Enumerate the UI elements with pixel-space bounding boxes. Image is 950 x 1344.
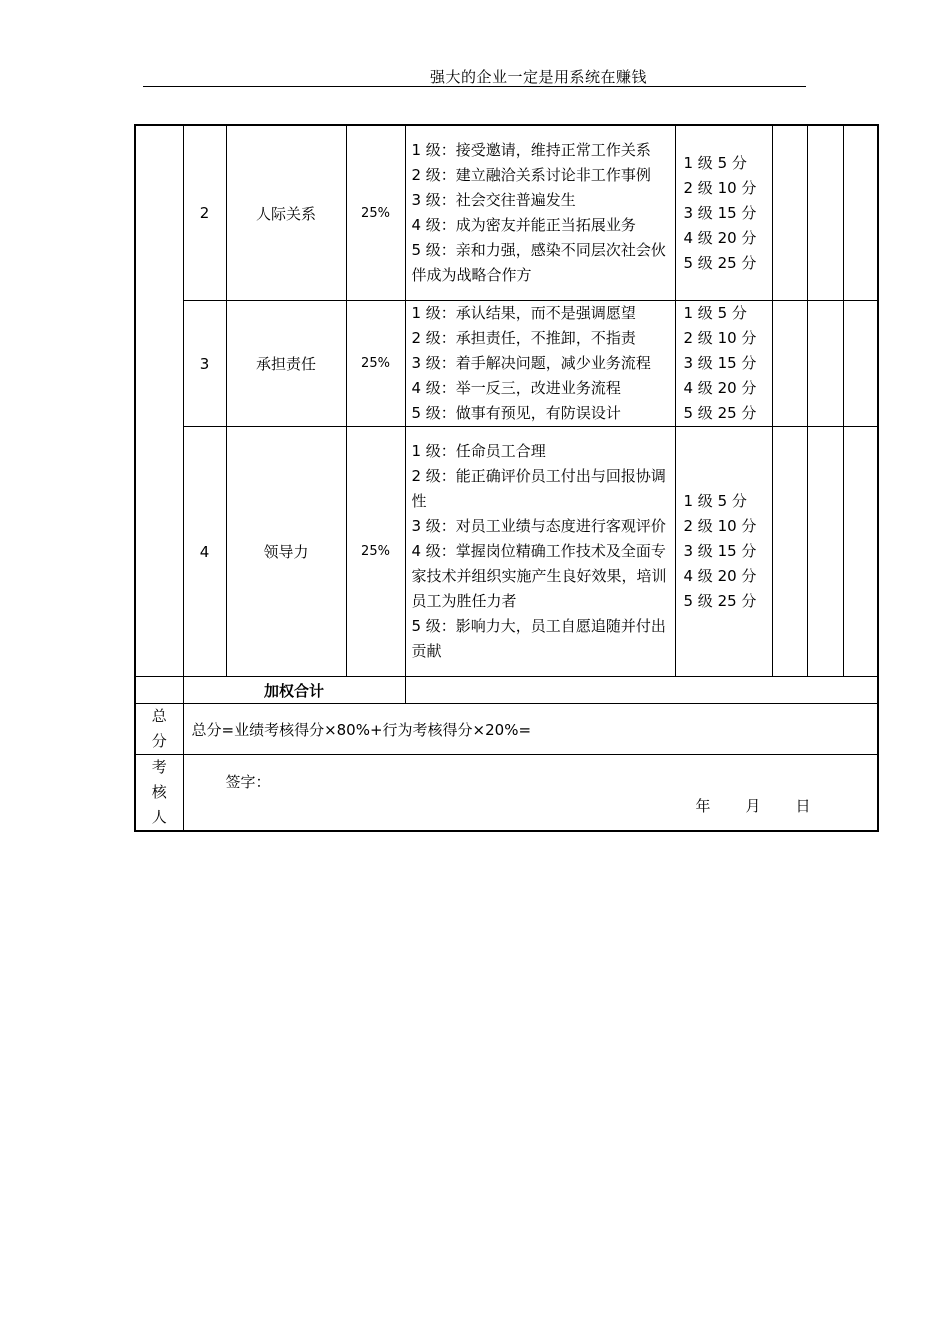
weighted-total-value[interactable]	[405, 677, 878, 704]
reviewer-row	[135, 755, 878, 832]
level-description: 4 级：举一反三，改进业务流程	[411, 379, 621, 397]
level-description: 1 级：任命员工合理	[411, 442, 546, 460]
level-score: 2 级 10 分	[683, 178, 757, 197]
row-number: 2	[183, 125, 226, 301]
level-score: 3 级 15 分	[683, 542, 757, 560]
level-description: 5 级：亲和力强，感染不同层次社会伙伴成为战略合作方	[411, 241, 666, 284]
level-description: 2 级：建立融洽关系讨论非工作事例	[411, 166, 651, 184]
level-description: 4 级：掌握岗位精确工作技术及全面专家技术并组织实施产生良好效果，培训员工为胜任力者	[411, 542, 667, 610]
final-score-cell[interactable]	[843, 301, 878, 427]
total-label-char: 分	[151, 732, 167, 750]
manager-score-cell[interactable]	[807, 301, 843, 427]
table-row	[135, 427, 878, 677]
manager-score-cell[interactable]	[807, 125, 843, 301]
total-formula: 总分=业绩考核得分×80%+行为考核得分×20%=	[183, 704, 878, 755]
level-descriptions	[405, 301, 675, 427]
reviewer-label-char: 核	[151, 783, 167, 801]
header-divider	[143, 86, 806, 87]
reviewer-label-char: 人	[151, 808, 167, 826]
category-cell	[135, 125, 183, 677]
manager-score-cell[interactable]	[807, 427, 843, 677]
level-description: 3 级：着手解决问题，减少业务流程	[411, 354, 651, 372]
table-row	[135, 125, 878, 301]
page-header-title: 强大的企业一定是用系统在赚钱	[430, 68, 648, 86]
date-day-label: 日	[795, 797, 811, 815]
total-score-row	[135, 704, 878, 755]
level-score: 3 级 15 分	[683, 354, 757, 372]
level-score: 5 级 25 分	[683, 253, 757, 272]
level-description: 2 级：承担责任，不推卸，不指责	[411, 329, 636, 347]
signature-label: 签字：	[225, 773, 271, 791]
level-score: 4 级 20 分	[683, 228, 757, 247]
level-descriptions	[405, 427, 675, 677]
level-score: 4 级 20 分	[683, 567, 757, 585]
item-name: 领导力	[226, 427, 346, 677]
row-number: 4	[183, 427, 226, 677]
level-description: 1 级：承认结果，而不是强调愿望	[411, 304, 636, 322]
table-row	[135, 301, 878, 427]
reviewer-label-char: 考	[151, 758, 167, 776]
item-weight: 25%	[346, 427, 405, 677]
signature-date	[696, 795, 811, 816]
level-score: 5 级 25 分	[683, 404, 757, 422]
level-score: 4 级 20 分	[683, 379, 757, 397]
row-number: 3	[183, 301, 226, 427]
level-score: 1 级 5 分	[683, 492, 747, 510]
level-scores	[675, 427, 772, 677]
total-label	[135, 704, 183, 755]
level-scores	[675, 301, 772, 427]
weighted-total-row	[135, 677, 878, 704]
level-score: 5 级 25 分	[683, 592, 757, 610]
self-score-cell[interactable]	[772, 427, 807, 677]
level-description: 5 级：做事有预见，有防误设计	[411, 404, 621, 422]
reviewer-label	[135, 755, 183, 832]
final-score-cell[interactable]	[843, 125, 878, 301]
level-score: 2 级 10 分	[683, 517, 757, 535]
level-descriptions	[405, 125, 675, 301]
self-score-cell[interactable]	[772, 125, 807, 301]
category-cell	[135, 677, 183, 704]
level-description: 3 级：对员工业绩与态度进行客观评价	[411, 517, 666, 535]
total-label-char: 总	[151, 707, 167, 725]
level-description: 3 级：社会交往普遍发生	[411, 191, 576, 209]
level-scores	[675, 125, 772, 301]
weighted-total-label: 加权合计	[183, 677, 405, 704]
date-month-label: 月	[745, 797, 761, 815]
reviewer-signature-cell[interactable]	[183, 755, 878, 832]
final-score-cell[interactable]	[843, 427, 878, 677]
evaluation-table	[134, 124, 879, 832]
level-description: 4 级：成为密友并能正当拓展业务	[411, 216, 636, 234]
level-score: 1 级 5 分	[683, 304, 747, 322]
item-weight: 25%	[346, 301, 405, 427]
date-year-label: 年	[695, 797, 711, 815]
level-description: 2 级：能正确评价员工付出与回报协调性	[411, 467, 666, 510]
item-name: 人际关系	[226, 125, 346, 301]
level-score: 2 级 10 分	[683, 329, 757, 347]
level-description: 5 级：影响力大，员工自愿追随并付出贡献	[411, 617, 666, 660]
level-score: 1 级 5 分	[683, 153, 747, 172]
item-weight: 25%	[346, 125, 405, 301]
self-score-cell[interactable]	[772, 301, 807, 427]
level-description: 1 级：接受邀请，维持正常工作关系	[411, 141, 651, 159]
level-score: 3 级 15 分	[683, 203, 757, 222]
item-name: 承担责任	[226, 301, 346, 427]
